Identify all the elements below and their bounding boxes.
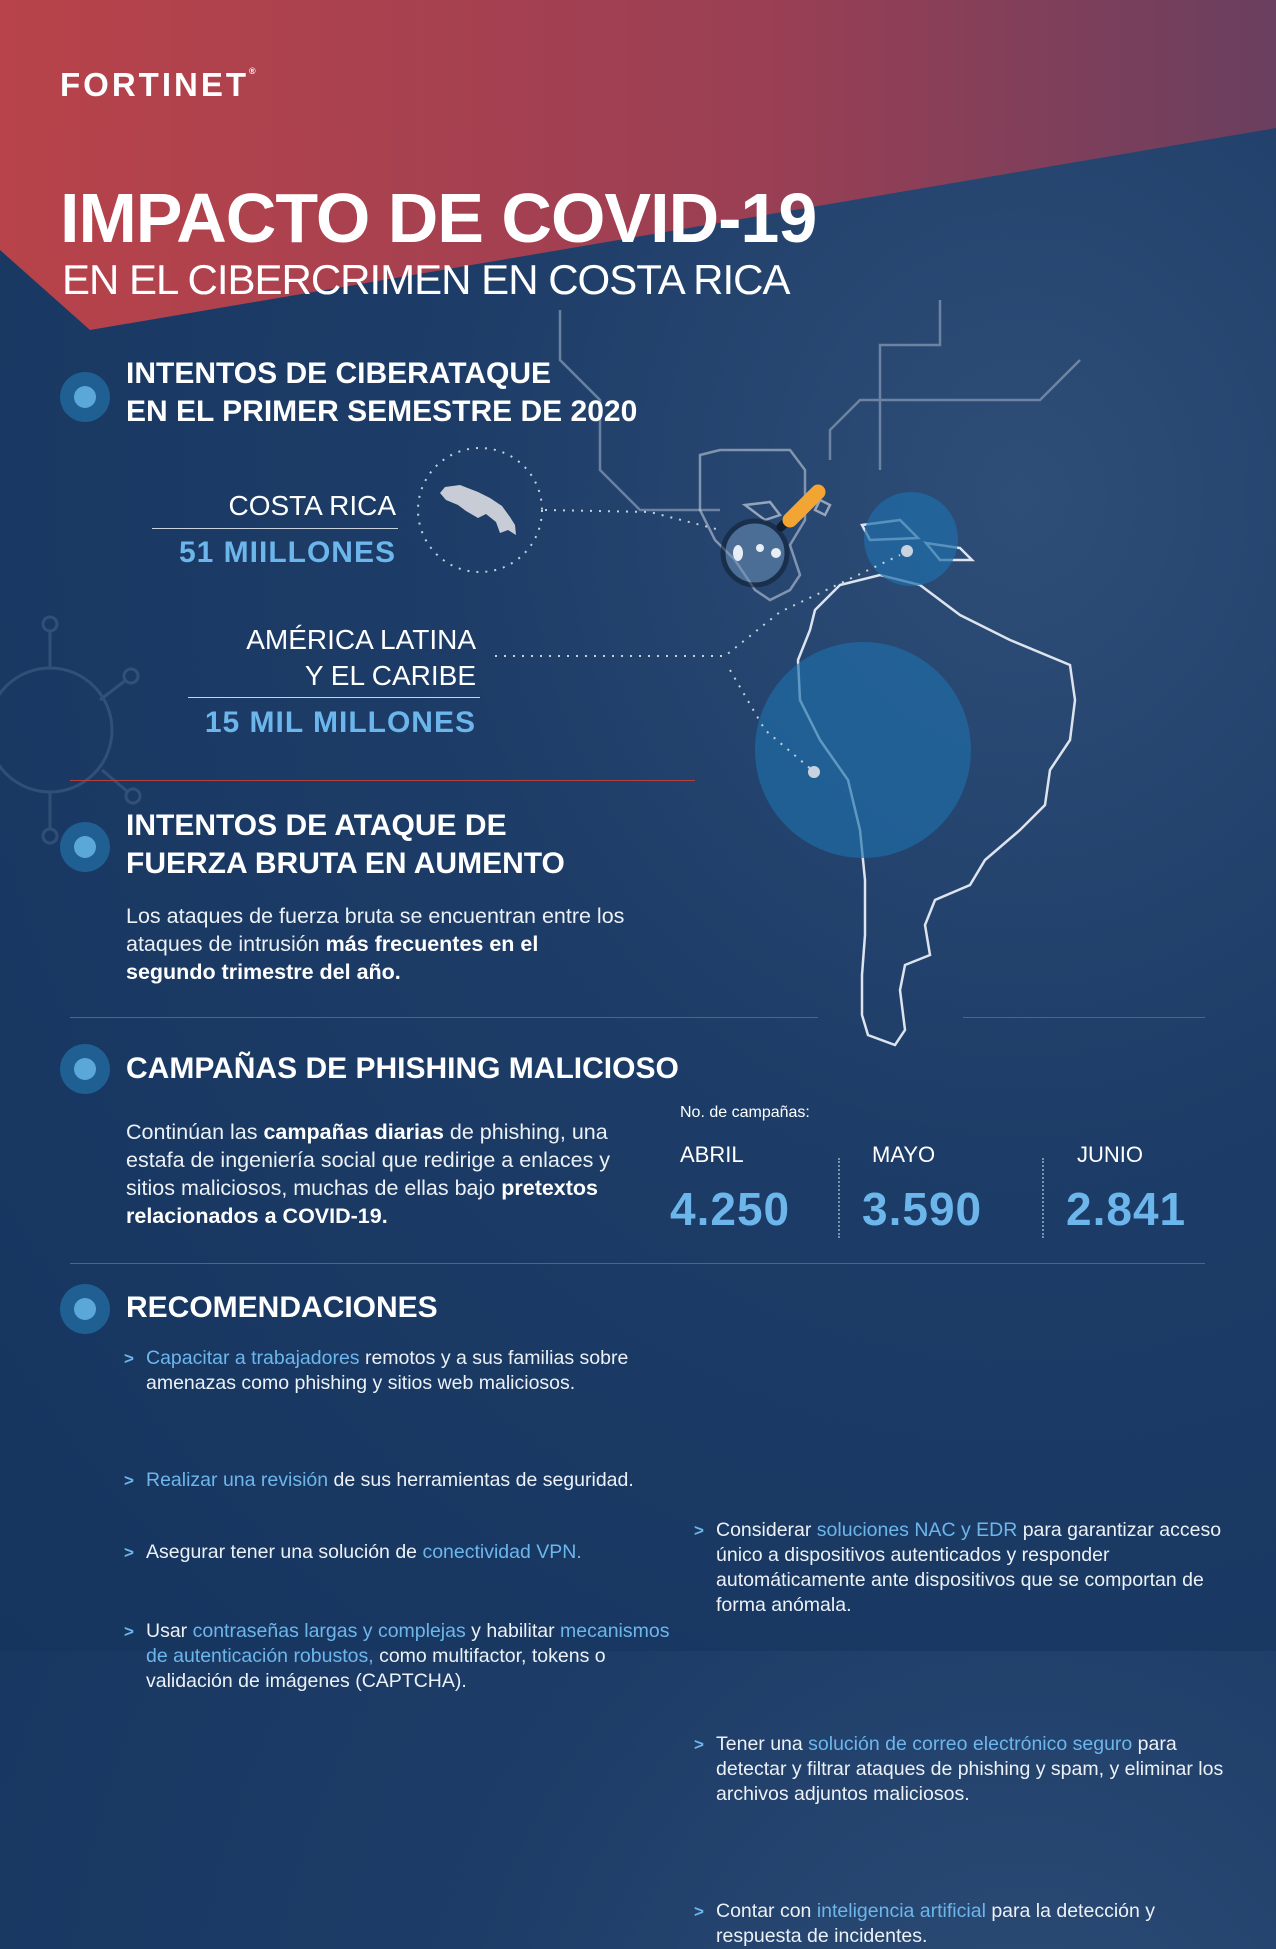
month-label: ABRIL — [680, 1142, 744, 1167]
divider — [188, 697, 480, 698]
magnifier-icon — [723, 492, 818, 585]
month-count: 2.841 — [1066, 1183, 1187, 1235]
latam-label: AMÉRICA LATINA Y EL CARIBE — [246, 624, 476, 691]
page-title: IMPACTO DE COVID-19 — [60, 179, 817, 257]
section-bullet — [60, 1284, 110, 1334]
month-count: 3.590 — [862, 1183, 983, 1235]
bruteforce-section-title: INTENTOS DE ATAQUE DE FUERZA BRUTA EN AUMENTO — [126, 809, 565, 880]
phishing-text: Continúan las campañas diarias de phishing, una estafa de ingeniería social que redirige a enlaces y sitios maliciosos, muchas de ellas bajo pretextos relacionados a COVID-19. — [126, 1120, 611, 1228]
section-divider — [70, 1017, 818, 1018]
recommendation-item: > Capacitar a trabajadores remotos y a sus familias sobre amenazas como phishing y sitios web maliciosos. — [124, 1347, 629, 1394]
month-label: JUNIO — [1077, 1142, 1143, 1167]
costa-rica-value: 51 MIILLONES — [178, 536, 396, 569]
recommendations-title: RECOMENDACIONES — [126, 1291, 438, 1324]
phishing-section-title: CAMPAÑAS DE PHISHING MALICIOSO — [126, 1052, 679, 1085]
column-divider — [838, 1158, 840, 1238]
latam-value: 15 MIL MILLONES — [204, 706, 476, 739]
recommendation-item: > Considerar soluciones NAC y EDR para garantizar acceso único a dispositivos autenticados y responder automáticamente ante dispositivos que se comportan de forma anómala. — [694, 1519, 1222, 1616]
costa-rica-label: COSTA RICA — [228, 490, 396, 521]
column-divider — [1042, 1158, 1044, 1238]
fortinet-logo: FORTINET® — [60, 66, 256, 103]
attacks-section-title: INTENTOS DE CIBERATAQUE EN EL PRIMER SEMESTRE DE 2020 — [126, 357, 638, 428]
section-bullet — [60, 372, 110, 422]
recommendation-item: > Usar contraseñas largas y complejas y habilitar mecanismos de autenticación robustos, como multifactor, tokens o validación de imágenes (CAPTCHA). — [124, 1620, 670, 1692]
section-bullet — [60, 822, 110, 872]
section-divider — [70, 1263, 1205, 1264]
bruteforce-text: Los ataques de fuerza bruta se encuentran entre los ataques de intrusión más frecuentes en el segundo trimestre del año. — [126, 904, 625, 984]
recommendation-item: > Tener una solución de correo electrónico seguro para detectar y filtrar ataques de phishing y spam, y eliminar los archivos adjuntos maliciosos. — [694, 1733, 1224, 1805]
month-label: MAYO — [872, 1142, 936, 1167]
month-count: 4.250 — [670, 1183, 791, 1235]
recommendation-item: > Realizar una revisión de sus herramientas de seguridad. — [124, 1469, 634, 1491]
page-subtitle: EN EL CIBERCRIMEN EN COSTA RICA — [62, 256, 790, 303]
divider — [152, 528, 398, 529]
costa-rica-shape-icon — [440, 485, 516, 535]
section-bullet — [60, 1044, 110, 1094]
recommendation-item: > Contar con inteligencia artificial para la detección y respuesta de incidentes. — [694, 1900, 1156, 1947]
section-divider — [70, 780, 695, 781]
recommendation-item: > Asegurar tener una solución de conectividad VPN. — [124, 1541, 582, 1563]
section-divider — [963, 1017, 1205, 1018]
virus-icon — [0, 617, 140, 843]
campaigns-label: No. de campañas: — [680, 1104, 810, 1121]
